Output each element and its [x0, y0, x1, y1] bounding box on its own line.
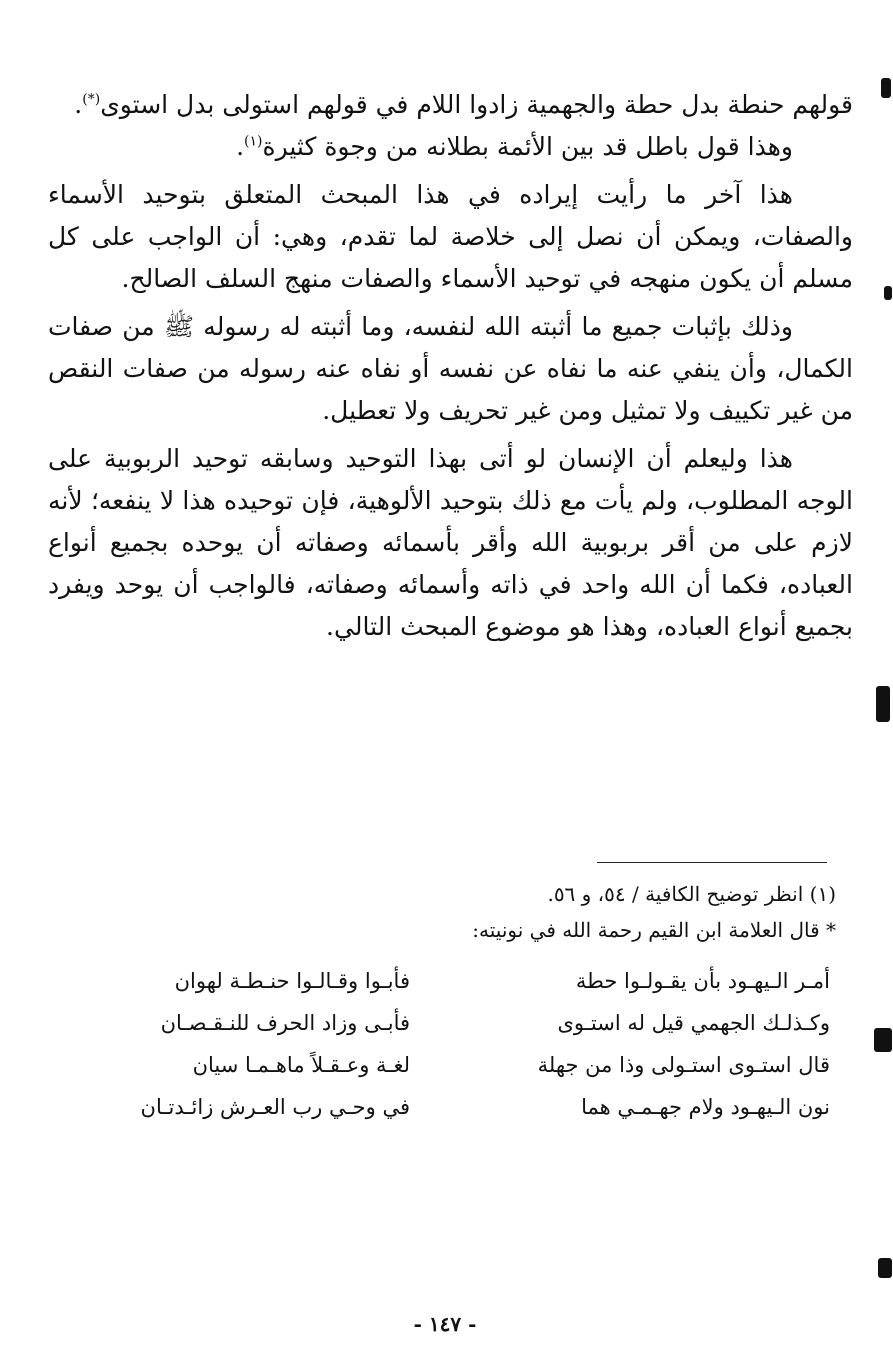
footnote-star: * قال العلامة ابن القيم رحمة الله في نونيته: [472, 918, 836, 942]
star-footnote-marker: (*) [82, 91, 101, 108]
scan-edge-mark [881, 78, 891, 98]
opening-line-end: . [74, 90, 83, 119]
second-line-end: . [236, 132, 245, 161]
paragraph-conclusion: هذا وليعلم أن الإنسان لو أتى بهذا التوحيد وسابقه توحيد الربوبية على الوجه المطلوب، ولم يأت مع ذلك بتوحيد الألوهية، فإن توحيده هذا لا ينفعه؛ لأنه لازم على من أقر بربوبية الله وأقر بأسمائه وصفاته أن يوحده بجميع أنواع العباده، فكما أن الله واحد في ذاته وأسمائه وصفاته، فالواجب أن يوحد ويفرد بجميع أنواع العباده، وهذا هو موضوع المبحث التالي. [48, 444, 853, 641]
poem-verse: قال استـوى استـولى وذا من جهلة [537, 1053, 830, 1077]
main-text [48, 84, 853, 648]
poem-second-hemistichs [120, 960, 410, 1128]
opening-line-text: قولهم حنطة بدل حطة والجهمية زادوا اللام في قولهم استولى بدل استوى [100, 90, 853, 119]
scan-edge-mark [878, 1258, 892, 1278]
poem-verse: فأبـوا وقـالـوا حنـطـة لهوان [174, 969, 410, 993]
footnotes [48, 876, 836, 948]
poem-verse: أمـر الـيهـود بأن يقـولـوا حطة [575, 969, 830, 993]
footnote-1: (١) انظر توضيح الكافية / ٥٤، و ٥٦. [547, 882, 836, 906]
scan-edge-mark [884, 286, 892, 300]
poem-verse: وكـذلـك الجهمي قيل له استـوى [557, 1011, 830, 1035]
scan-edge-mark [876, 686, 890, 722]
poem-verse: نون الـيهـود ولام جهـمـي هما [581, 1095, 830, 1119]
scan-edge-mark [874, 1028, 892, 1052]
poem-verse: في وحـي رب العـرش زائـدتـان [140, 1095, 410, 1119]
poem-verse: فأبـى وزاد الحرف للنـقـصـان [160, 1011, 410, 1035]
paragraph-affirmation: وذلك بإثبات جميع ما أثبته الله لنفسه، وما أثبته له رسوله ﷺ من صفات الكمال، وأن ينفي عنه ما نفاه عن نفسه أو نفاه عنه رسوله من صفات النقص من غير تكييف ولا تمثيل ومن غير تحريف ولا تعطيل. [48, 312, 853, 425]
page-number: - ١٤٧ - [413, 1312, 477, 1336]
second-line-text: وهذا قول باطل قد بين الأئمة بطلانه من وجوة كثيرة [262, 132, 793, 161]
footnote-marker-1: (١) [244, 133, 263, 150]
footnote-separator [597, 862, 827, 863]
poem-first-hemistichs [505, 960, 830, 1128]
opening-line [48, 84, 853, 126]
poem-verse: لغـة وعـقـلاً ماهـمـا سيان [192, 1053, 410, 1077]
second-line [48, 126, 853, 168]
paragraph-summary: هذا آخر ما رأيت إيراده في هذا المبحث المتعلق بتوحيد الأسماء والصفات، ويمكن أن نصل إلى خلاصة لما تقدم، وهي: أن الواجب على كل مسلم أن يكون منهجه في توحيد الأسماء والصفات منهج السلف الصالح. [48, 180, 853, 293]
